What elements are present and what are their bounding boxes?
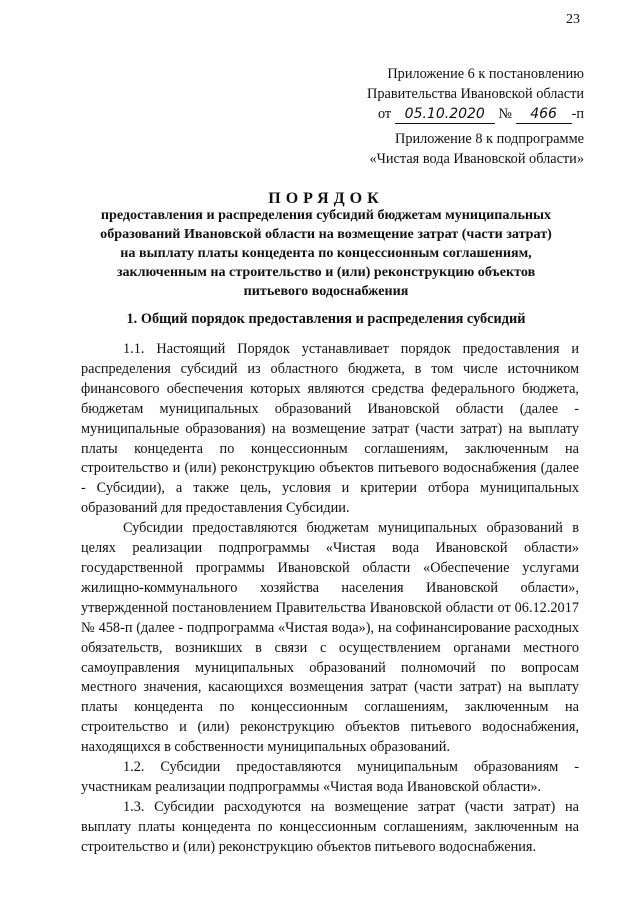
handwritten-number: 466 — [516, 106, 572, 124]
paragraph-subsidies-purpose: Субсидии предоставляются бюджетам муниципальных образований в целях реализации подпрограммы «Чистая вода Ивановской области» государственной программы Ивановской области «Обеспечение услугами жилищно-коммунального хозяйства населения Ивановской области», утвержденной постановлением Правительства Ивановской области от 06.12.2017 № 458-п (далее - подпрограмма «Чистая вода»), на софинансирование расходных обязательств, возникших в связи с осуществлением органами местного самоуправления муниципальных образований полномочий по вопросам местного значения, касающихся возмещения затрат (части затрат) на выплату платы концедента по концессионным соглашениям, заключенным на строительство и (или) реконструкцию объектов питьевого водоснабжения, находящихся в собственности муниципальных образований. — [81, 520, 579, 756]
appendix-6-number-sign: № — [498, 106, 512, 122]
document-subtitle — [70, 206, 582, 301]
appendix-6-line2: Правительства Ивановской области — [367, 86, 584, 102]
document-body — [81, 340, 579, 858]
subtitle-line: питьевого водоснабжения — [243, 283, 409, 299]
paragraph-1-2: 1.2. Субсидии предоставляются муниципальным образованиям - участникам реализации подпрограммы «Чистая вода Ивановской области». — [81, 759, 579, 795]
appendix-6-line1: Приложение 6 к постановлению — [387, 66, 584, 82]
document-title: ПОРЯДОК — [268, 190, 384, 207]
paragraph-1-3: 1.3. Субсидии расходуются на возмещение затрат (части затрат) на выплату платы концедента по концессионным соглашениям, заключенным на строительство и (или) реконструкцию объектов питьевого водоснабжения. — [81, 798, 579, 855]
subtitle-line: предоставления и распределения субсидий бюджетам муниципальных — [100, 207, 552, 223]
section-1-heading: 1. Общий порядок предоставления и распределения субсидий — [126, 311, 526, 327]
subtitle-line: заключенным на строительство и (или) реконструкцию объектов — [116, 264, 536, 280]
appendix-6-block — [367, 64, 584, 124]
appendix-6-date-line — [367, 104, 584, 124]
handwritten-date: 05.10.2020 — [395, 106, 495, 124]
appendix-6-suffix: -п — [571, 106, 584, 122]
appendix-6-from: от — [377, 106, 392, 122]
paragraph-1-1: 1.1. Настоящий Порядок устанавливает порядок предоставления и распределения субсидий из областного бюджета, в том числе источником финансового обеспечения которых являются средства федерального бюджета, бюджетам муниципальных образований Ивановской области (далее - муниципальные образования) на возмещение затрат (части затрат) на выплату платы концедента по концессионным соглашениям, заключенным на строительство и (или) реконструкцию объектов питьевого водоснабжения (далее - Субсидии), а также цель, условия и критерии отбора муниципальных образований для предоставления Субсидии. — [81, 341, 579, 517]
subtitle-line: образований Ивановской области на возмещение затрат (части затрат) — [100, 226, 552, 242]
appendix-8-line2: «Чистая вода Ивановской области» — [369, 151, 584, 167]
appendix-8-line1: Приложение 8 к подпрограмме — [395, 131, 584, 147]
appendix-8-block — [369, 129, 584, 169]
page-number: 23 — [566, 12, 580, 27]
subtitle-line: на выплату платы концедента по концессионным соглашениям, — [120, 245, 532, 261]
